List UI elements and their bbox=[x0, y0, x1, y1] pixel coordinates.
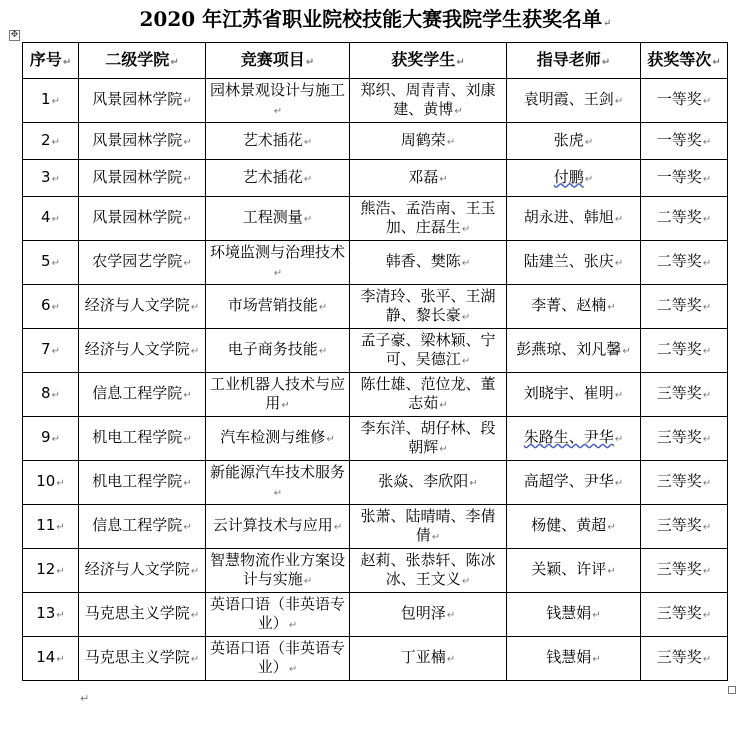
cell-award: 二等奖↵ bbox=[641, 329, 728, 373]
cell-project: 市场营销技能↵ bbox=[206, 285, 350, 329]
end-paragraph-mark: ↵ bbox=[80, 692, 90, 705]
cell-teachers: 李菁、赵楠↵ bbox=[507, 285, 641, 329]
table-row bbox=[23, 329, 728, 373]
cell-students: 韩香、樊陈↵ bbox=[350, 241, 507, 285]
table-row bbox=[23, 123, 728, 160]
cell-teachers: 陆建兰、张庆↵ bbox=[507, 241, 641, 285]
cell-teachers: 彭燕琼、刘凡馨↵ bbox=[507, 329, 641, 373]
table-row bbox=[23, 197, 728, 241]
cell-project: 云计算技术与应用↵ bbox=[206, 505, 350, 549]
cell-no: 3↵ bbox=[23, 160, 79, 197]
cell-award: 三等奖↵ bbox=[641, 593, 728, 637]
cell-no: 7↵ bbox=[23, 329, 79, 373]
cell-college: 信息工程学院↵ bbox=[79, 373, 206, 417]
cell-students: 邓磊↵ bbox=[350, 160, 507, 197]
cell-teachers: 杨健、黄超↵ bbox=[507, 505, 641, 549]
cell-college: 机电工程学院↵ bbox=[79, 417, 206, 461]
cell-students: 郑织、周青青、刘康建、黄博↵ bbox=[350, 79, 507, 123]
cell-award: 三等奖↵ bbox=[641, 637, 728, 681]
cell-project: 英语口语（非英语专业）↵ bbox=[206, 637, 350, 681]
cell-teachers: 张虎↵ bbox=[507, 123, 641, 160]
table-row bbox=[23, 505, 728, 549]
table-row bbox=[23, 593, 728, 637]
cell-no: 5↵ bbox=[23, 241, 79, 285]
header-college: 二级学院↵ bbox=[79, 43, 206, 79]
cell-college: 风景园林学院↵ bbox=[79, 197, 206, 241]
table-row bbox=[23, 241, 728, 285]
cell-teachers: 钱慧娟↵ bbox=[507, 593, 641, 637]
cell-award: 二等奖↵ bbox=[641, 285, 728, 329]
cell-teachers: 朱路生、尹华↵ bbox=[507, 417, 641, 461]
cell-no: 1↵ bbox=[23, 79, 79, 123]
cell-students: 张萧、陆晴晴、李倩倩↵ bbox=[350, 505, 507, 549]
cell-students: 李东洋、胡仔林、段朝辉↵ bbox=[350, 417, 507, 461]
awards-table bbox=[22, 42, 728, 681]
table-row bbox=[23, 637, 728, 681]
cell-students: 李清玲、张平、王湖静、黎长豪↵ bbox=[350, 285, 507, 329]
cell-college: 马克思主义学院↵ bbox=[79, 637, 206, 681]
document-title: 2020 年江苏省职业院校技能大赛我院学生获奖名单↵ bbox=[139, 7, 612, 31]
cell-students: 丁亚楠↵ bbox=[350, 637, 507, 681]
table-row bbox=[23, 373, 728, 417]
cell-students: 孟子豪、梁林颖、宁可、吴德江↵ bbox=[350, 329, 507, 373]
cell-no: 13↵ bbox=[23, 593, 79, 637]
header-row bbox=[23, 43, 728, 79]
cell-college: 风景园林学院↵ bbox=[79, 160, 206, 197]
cell-students: 熊浩、孟浩南、王玉加、庄磊生↵ bbox=[350, 197, 507, 241]
cell-project: 环境监测与治理技术↵ bbox=[206, 241, 350, 285]
cell-no: 14↵ bbox=[23, 637, 79, 681]
cell-award: 三等奖↵ bbox=[641, 417, 728, 461]
cell-award: 一等奖↵ bbox=[641, 123, 728, 160]
table-move-handle-icon[interactable]: ✥ bbox=[10, 30, 19, 40]
table-row bbox=[23, 160, 728, 197]
cell-students: 包明泽↵ bbox=[350, 593, 507, 637]
cell-college: 风景园林学院↵ bbox=[79, 79, 206, 123]
cell-no: 11↵ bbox=[23, 505, 79, 549]
cell-award: 二等奖↵ bbox=[641, 197, 728, 241]
table-row bbox=[23, 417, 728, 461]
cell-college: 马克思主义学院↵ bbox=[79, 593, 206, 637]
cell-college: 机电工程学院↵ bbox=[79, 461, 206, 505]
cell-project: 新能源汽车技术服务↵ bbox=[206, 461, 350, 505]
cell-college: 经济与人文学院↵ bbox=[79, 549, 206, 593]
cell-teachers: 胡永进、韩旭↵ bbox=[507, 197, 641, 241]
cell-award: 三等奖↵ bbox=[641, 461, 728, 505]
table-row bbox=[23, 549, 728, 593]
header-award: 获奖等次↵ bbox=[641, 43, 728, 79]
cell-college: 信息工程学院↵ bbox=[79, 505, 206, 549]
cell-college: 农学园艺学院↵ bbox=[79, 241, 206, 285]
cell-no: 9↵ bbox=[23, 417, 79, 461]
cell-no: 2↵ bbox=[23, 123, 79, 160]
header-project: 竞赛项目↵ bbox=[206, 43, 350, 79]
cell-project: 电子商务技能↵ bbox=[206, 329, 350, 373]
cell-no: 6↵ bbox=[23, 285, 79, 329]
cell-project: 艺术插花↵ bbox=[206, 123, 350, 160]
cell-project: 工业机器人技术与应用↵ bbox=[206, 373, 350, 417]
cell-project: 英语口语（非英语专业）↵ bbox=[206, 593, 350, 637]
cell-project: 园林景观设计与施工↵ bbox=[206, 79, 350, 123]
cell-students: 张焱、李欣阳↵ bbox=[350, 461, 507, 505]
cell-college: 经济与人文学院↵ bbox=[79, 285, 206, 329]
cell-no: 4↵ bbox=[23, 197, 79, 241]
cell-no: 8↵ bbox=[23, 373, 79, 417]
table-row bbox=[23, 461, 728, 505]
table-row bbox=[23, 285, 728, 329]
cell-award: 二等奖↵ bbox=[641, 241, 728, 285]
cell-project: 汽车检测与维修↵ bbox=[206, 417, 350, 461]
cell-award: 一等奖↵ bbox=[641, 160, 728, 197]
header-students: 获奖学生↵ bbox=[350, 43, 507, 79]
cell-award: 一等奖↵ bbox=[641, 79, 728, 123]
cell-college: 经济与人文学院↵ bbox=[79, 329, 206, 373]
header-no: 序号↵ bbox=[23, 43, 79, 79]
table-resize-handle[interactable] bbox=[728, 686, 736, 694]
cell-teachers: 袁明霞、王剑↵ bbox=[507, 79, 641, 123]
cell-students: 陈仕雄、范位龙、董志茹↵ bbox=[350, 373, 507, 417]
cell-teachers: 付鹏↵ bbox=[507, 160, 641, 197]
cell-college: 风景园林学院↵ bbox=[79, 123, 206, 160]
cell-project: 工程测量↵ bbox=[206, 197, 350, 241]
cell-teachers: 关颖、许评↵ bbox=[507, 549, 641, 593]
cell-teachers: 钱慧娟↵ bbox=[507, 637, 641, 681]
cell-award: 三等奖↵ bbox=[641, 549, 728, 593]
header-teachers: 指导老师↵ bbox=[507, 43, 641, 79]
cell-no: 10↵ bbox=[23, 461, 79, 505]
cell-teachers: 刘晓宇、崔明↵ bbox=[507, 373, 641, 417]
cell-students: 周鹤荣↵ bbox=[350, 123, 507, 160]
cell-project: 智慧物流作业方案设计与实施↵ bbox=[206, 549, 350, 593]
cell-project: 艺术插花↵ bbox=[206, 160, 350, 197]
cell-students: 赵莉、张恭轩、陈冰冰、王文义↵ bbox=[350, 549, 507, 593]
cell-no: 12↵ bbox=[23, 549, 79, 593]
cell-teachers: 高超学、尹华↵ bbox=[507, 461, 641, 505]
cell-award: 三等奖↵ bbox=[641, 505, 728, 549]
table-row bbox=[23, 79, 728, 123]
cell-award: 三等奖↵ bbox=[641, 373, 728, 417]
